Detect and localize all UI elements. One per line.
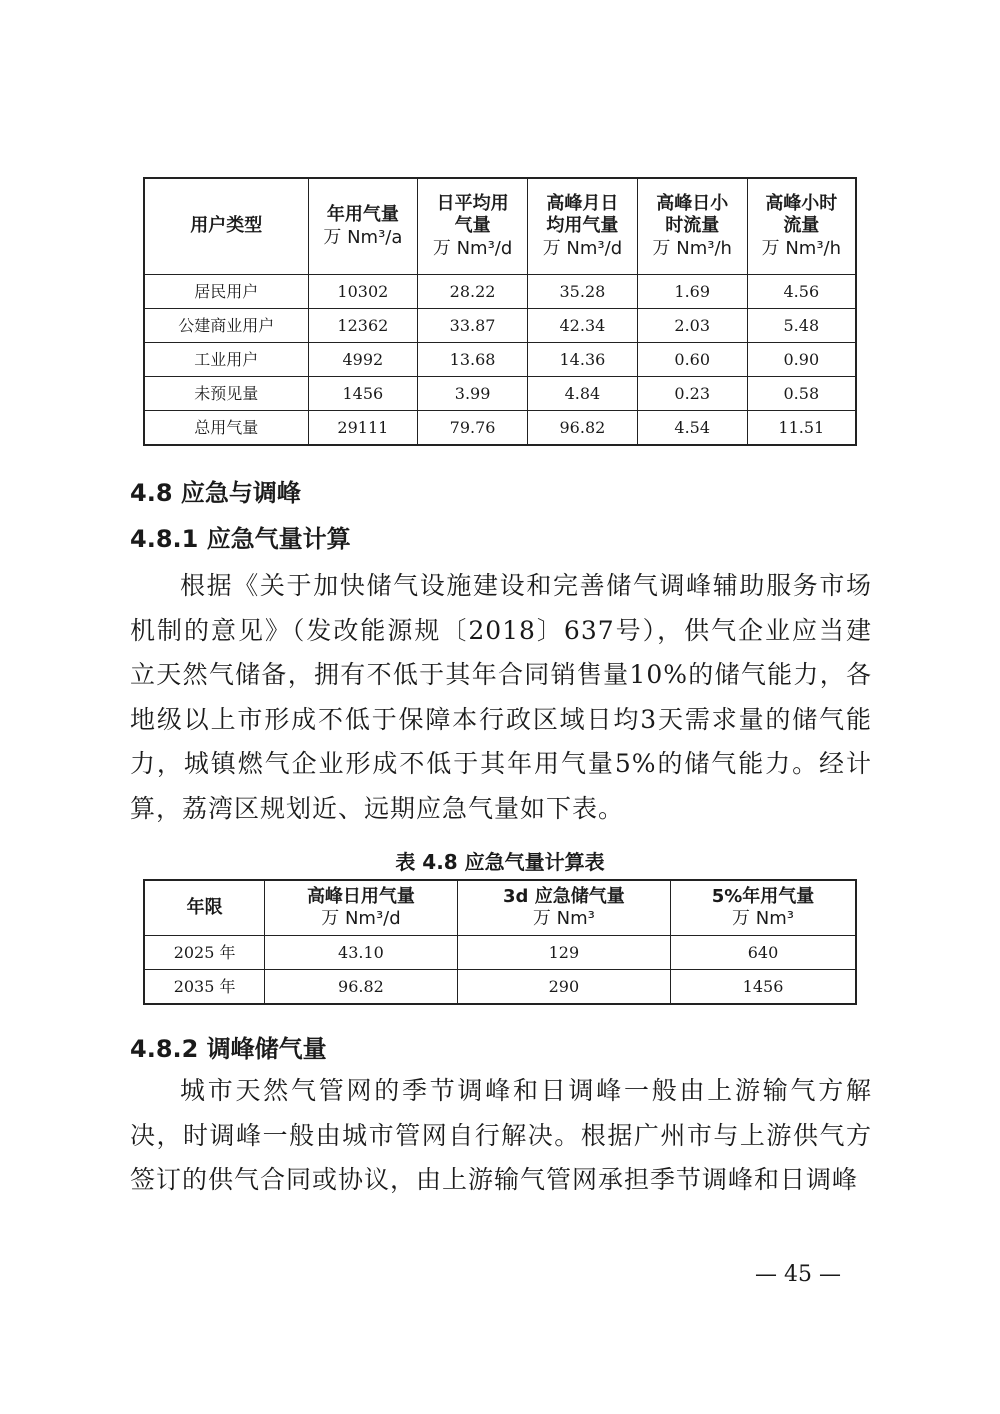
table-cell: 1456 bbox=[308, 377, 418, 411]
col-header-peak-daily: 高峰日用气量 万 Nm³/d bbox=[265, 880, 457, 936]
table-cell: 工业用户 bbox=[144, 343, 308, 377]
section-heading-4-8-1: 4.8.1 应急气量计算 bbox=[130, 525, 351, 553]
table-cell: 33.87 bbox=[418, 309, 528, 343]
table-row bbox=[144, 343, 856, 377]
col-header-user-type: 用户类型 bbox=[144, 178, 308, 275]
table-cell: 4.56 bbox=[747, 275, 856, 309]
table-cell: 总用气量 bbox=[144, 411, 308, 446]
table-cell: 290 bbox=[457, 970, 670, 1005]
table-cell: 4.54 bbox=[637, 411, 747, 446]
emergency-gas-table bbox=[143, 879, 857, 1005]
table-cell: 79.76 bbox=[418, 411, 528, 446]
table-row bbox=[144, 936, 856, 970]
table-cell: 居民用户 bbox=[144, 275, 308, 309]
table-cell: 11.51 bbox=[747, 411, 856, 446]
table-cell: 0.23 bbox=[637, 377, 747, 411]
paragraph-peak-shaving: 城市天然气管网的季节调峰和日调峰一般由上游输气方解决，时调峰一般由城市管网自行解决。根据广州市与上游供气方签订的供气合同或协议，由上游输气管网承担季节调峰和日调峰 bbox=[130, 1076, 872, 1194]
table-cell: 3.99 bbox=[418, 377, 528, 411]
section-heading-4-8: 4.8 应急与调峰 bbox=[130, 479, 301, 507]
col-header-daily-avg: 日平均用气量 万 Nm³/d bbox=[418, 178, 528, 275]
gas-demand-table bbox=[143, 177, 857, 446]
col-header-3d-storage: 3d 应急储气量 万 Nm³ bbox=[457, 880, 670, 936]
table-cell: 10302 bbox=[308, 275, 418, 309]
col-header-year: 年限 bbox=[144, 880, 265, 936]
page-number: — 45 — bbox=[755, 1262, 841, 1287]
table-cell: 2025 年 bbox=[144, 936, 265, 970]
table-cell: 13.68 bbox=[418, 343, 528, 377]
table-row bbox=[144, 275, 856, 309]
col-header-peak-hour: 高峰小时流量 万 Nm³/h bbox=[747, 178, 856, 275]
col-header-annual: 年用气量 万 Nm³/a bbox=[308, 178, 418, 275]
table-cell: 0.90 bbox=[747, 343, 856, 377]
table-cell: 1456 bbox=[671, 970, 856, 1005]
table-cell: 4992 bbox=[308, 343, 418, 377]
table-cell: 640 bbox=[671, 936, 856, 970]
table-caption: 表 4.8 应急气量计算表 bbox=[395, 850, 605, 874]
table-cell: 96.82 bbox=[265, 970, 457, 1005]
table-cell: 12362 bbox=[308, 309, 418, 343]
table-cell: 公建商业用户 bbox=[144, 309, 308, 343]
table-cell: 2035 年 bbox=[144, 970, 265, 1005]
table-cell: 2.03 bbox=[637, 309, 747, 343]
table-cell: 96.82 bbox=[527, 411, 637, 446]
table-row bbox=[144, 970, 856, 1005]
table-cell: 42.34 bbox=[527, 309, 637, 343]
table-cell: 35.28 bbox=[527, 275, 637, 309]
table-cell: 5.48 bbox=[747, 309, 856, 343]
table-cell: 0.60 bbox=[637, 343, 747, 377]
col-header-peak-day-hourly: 高峰日小时流量 万 Nm³/h bbox=[637, 178, 747, 275]
table-cell: 29111 bbox=[308, 411, 418, 446]
table-cell: 0.58 bbox=[747, 377, 856, 411]
col-header-5pct-annual: 5%年用气量 万 Nm³ bbox=[671, 880, 856, 936]
col-header-peak-month: 高峰月日均用气量 万 Nm³/d bbox=[527, 178, 637, 275]
table-cell: 28.22 bbox=[418, 275, 528, 309]
table-row bbox=[144, 309, 856, 343]
table-row bbox=[144, 377, 856, 411]
table-cell: 4.84 bbox=[527, 377, 637, 411]
table-header-row bbox=[144, 178, 856, 275]
table-cell: 未预见量 bbox=[144, 377, 308, 411]
table-cell: 1.69 bbox=[637, 275, 747, 309]
table-cell: 129 bbox=[457, 936, 670, 970]
table-header-row bbox=[144, 880, 856, 936]
table-cell: 14.36 bbox=[527, 343, 637, 377]
paragraph-emergency-gas: 根据《关于加快储气设施建设和完善储气调峰辅助服务市场机制的意见》（发改能源规〔2018〕637号），供气企业应当建立天然气储备，拥有不低于其年合同销售量10%的储气能力，各地级以上市形成不低于保障本行政区域日均3天需求量的储气能力，城镇燃气企业形成不低于其年用气量5%的储气能力。经计算，荔湾区规划近、远期应急气量如下表。 bbox=[130, 571, 872, 823]
table-cell: 43.10 bbox=[265, 936, 457, 970]
table-row bbox=[144, 411, 856, 446]
section-heading-4-8-2: 4.8.2 调峰储气量 bbox=[130, 1035, 327, 1063]
